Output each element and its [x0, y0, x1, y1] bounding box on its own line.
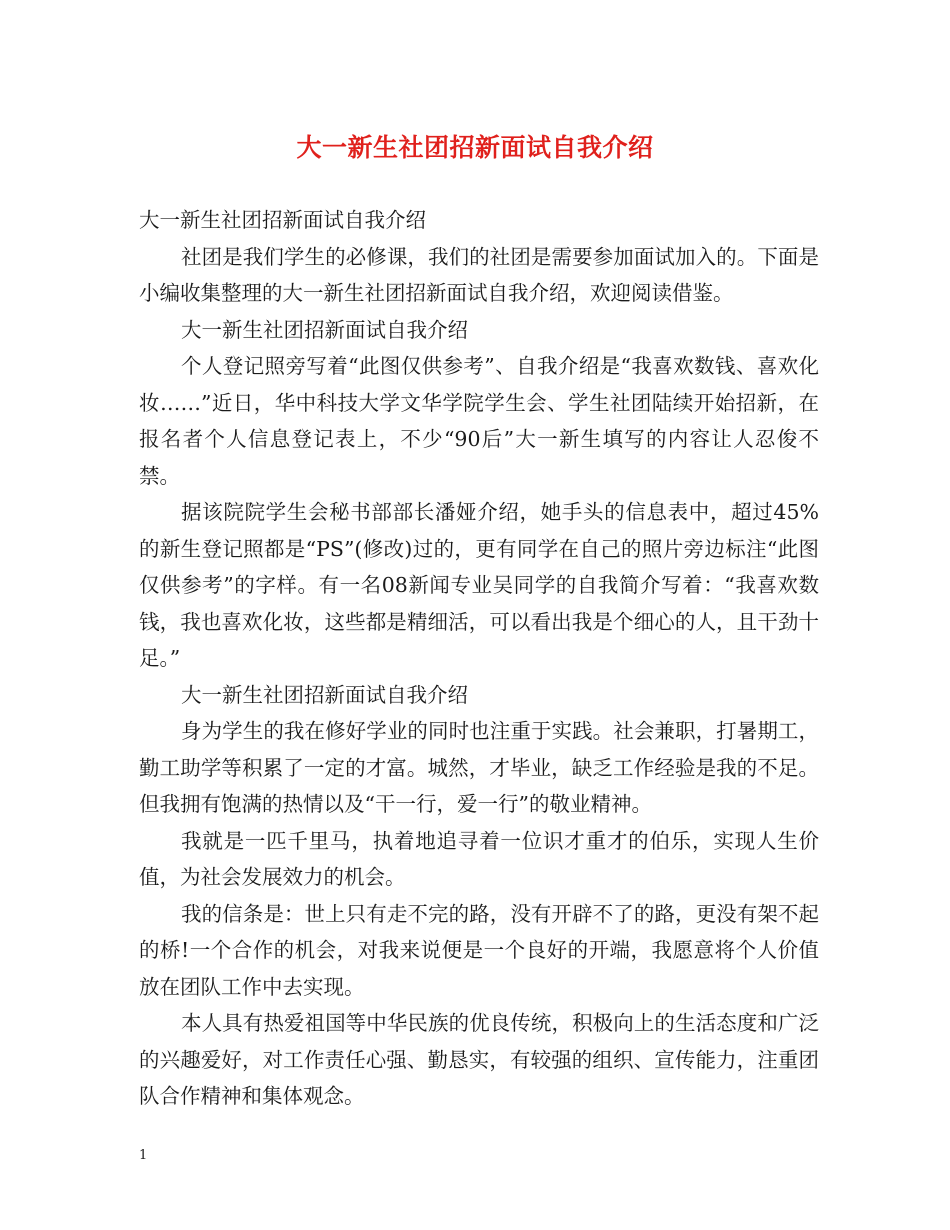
paragraph: 我就是一匹千里马，执着地追寻着一位识才重才的伯乐，实现人生价值，为社会发展效力的机会。 [139, 828, 819, 889]
page-number: 1 [139, 1148, 148, 1163]
document-title: 大一新生社团招新面试自我介绍 [296, 133, 654, 162]
paragraph: 大一新生社团招新面试自我介绍 [181, 682, 468, 707]
paragraph: 大一新生社团招新面试自我介绍 [139, 208, 426, 232]
paragraph: 据该院院学生会秘书部部长潘娅介绍，她手头的信息表中，超过45%的新生登记照都是“PS”(修改)过的，更有同学在自己的照片旁边标注“此图仅供参考”的字样。有一名08新闻专业吴同学的自我简介写着：“我喜欢数钱，我也喜欢化妆，这些都是精细活，可以看出我是个细心的人，且干劲十足。” [139, 500, 819, 670]
paragraph: 身为学生的我在修好学业的同时也注重于实践。社会兼职，打暑期工，勤工助学等积累了一定的才富。城然，才毕业，缺乏工作经验是我的不足。但我拥有饱满的热情以及“干一行，爱一行”的敬业精神。 [139, 719, 819, 816]
paragraph: 我的信条是：世上只有走不完的路，没有开辟不了的路，更没有架不起的桥!一个合作的机会，对我来说便是一个良好的开端，我愿意将个人价值放在团队工作中去实现。 [139, 901, 819, 999]
paragraph: 本人具有热爱祖国等中华民族的优良传统，积极向上的生活态度和广泛的兴趣爱好，对工作责任心强、勤恳实，有较强的组织、宣传能力，注重团队合作精神和集体观念。 [139, 1011, 819, 1108]
paragraph: 大一新生社团招新面试自我介绍 [181, 317, 468, 342]
document-body [139, 202, 819, 1115]
paragraph: 社团是我们学生的必修课，我们的社团是需要参加面试加入的。下面是小编收集整理的大一新生社团招新面试自我介绍，欢迎阅读借鉴。 [139, 244, 819, 305]
paragraph: 个人登记照旁写着“此图仅供参考”、自我介绍是“我喜欢数钱、喜欢化妆……”近日，华中科技大学文华学院学生会、学生社团陆续开始招新，在报名者个人信息登记表上，不少“90后”大一新生填写的内容让人忍俊不禁。 [139, 354, 819, 488]
